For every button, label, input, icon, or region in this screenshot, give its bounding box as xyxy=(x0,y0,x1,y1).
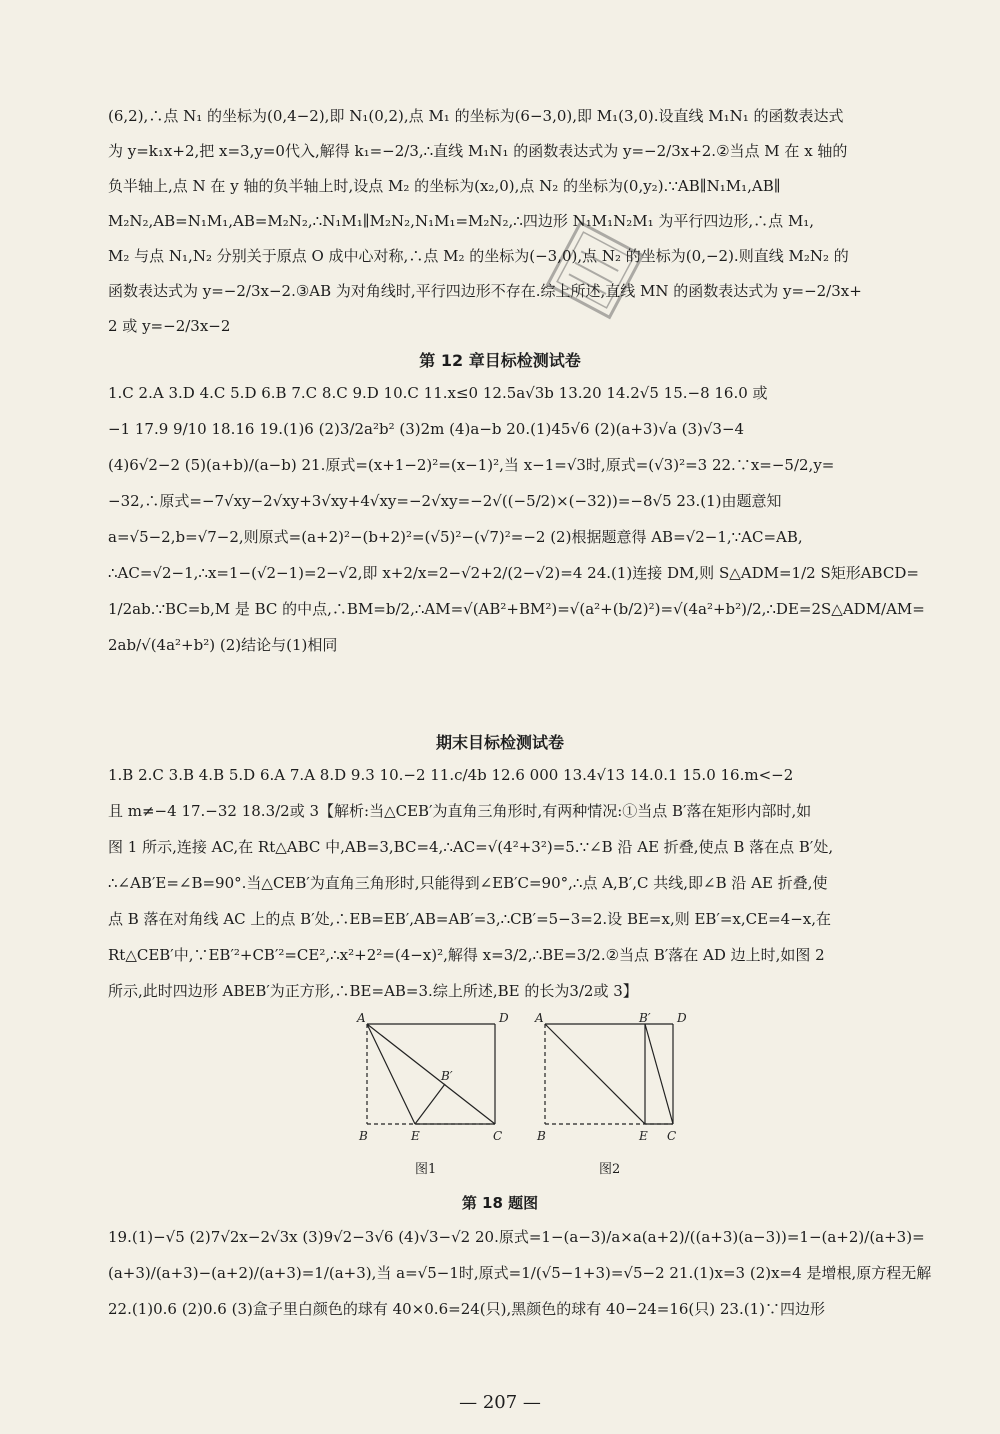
section-title: 期末目标检测试卷 xyxy=(435,733,564,752)
figure-title: 第 18 题图 xyxy=(461,1194,539,1212)
label-Bp: B′ xyxy=(441,1069,453,1083)
label-D: D xyxy=(677,1012,687,1025)
label-A: A xyxy=(357,1012,366,1025)
section-3-answers xyxy=(108,1224,940,1323)
text-line: 2 或 y=−2/3x−2 xyxy=(108,317,231,335)
section-1-answers xyxy=(108,380,940,659)
fig1-segment-EBp xyxy=(415,1084,445,1124)
fig2-segment-BpC xyxy=(645,1024,673,1124)
label-C: C xyxy=(667,1129,677,1143)
label-E: E xyxy=(639,1129,648,1143)
fig2-fold-AE xyxy=(545,1024,645,1124)
intro-paragraph xyxy=(108,103,940,340)
text-line: 19.(1)−√5 (2)7√2x−2√3x (3)9√2−3√6 (4)√3−√2 20.原式=1−(a−3)/a×a(a+2)/((a+3)(a−3))=1−(a+2)/(a+3)= xyxy=(108,1228,925,1246)
text-line: (4)6√2−2 (5)(a+b)/(a−b) 21.原式=(x+1−2)²=(x−1)²,当 x−1=√3时,原式=(√3)²=3 22.∵x=−5/2,y= xyxy=(108,456,835,474)
section-2-answers xyxy=(108,762,940,1005)
text-line: 图 1 所示,连接 AC,在 Rt△ABC 中,AB=3,BC=4,∴AC=√(4²+3²)=5.∵∠B 沿 AE 折叠,使点 B 落在点 B′处, xyxy=(108,838,834,856)
label-C: C xyxy=(493,1129,503,1143)
fig1-diagonal-AC xyxy=(367,1024,495,1124)
text-line: 负半轴上,点 N 在 y 轴的负半轴上时,设点 M₂ 的坐标为(x₂,0),点 N₂ 的坐标为(0,y₂).∵AB∥N₁M₁,AB∥ xyxy=(108,177,781,195)
page-number: — 207 — xyxy=(459,1392,541,1413)
text-line: 22.(1)0.6 (2)0.6 (3)盒子里白颜色的球有 40×0.6=24(只),黑颜色的球有 40−24=16(只) 23.(1)∵四边形 xyxy=(108,1300,825,1318)
label-B: B xyxy=(537,1129,546,1143)
figure-18 xyxy=(355,1012,695,1182)
text-line: ∴∠AB′E=∠B=90°.当△CEB′为直角三角形时,只能得到∠EB′C=90°,∴点 A,B′,C 共线,即∠B 沿 AE 折叠,使 xyxy=(108,874,828,892)
figure-diagram xyxy=(355,1012,695,1182)
section-title: 第 12 章目标检测试卷 xyxy=(419,351,581,370)
text-line: 1.C 2.A 3.D 4.C 5.D 6.B 7.C 8.C 9.D 10.C 11.x≤0 12.5a√3b 13.20 14.2√5 15.−8 16.0 或 xyxy=(108,384,768,402)
label-E: E xyxy=(411,1129,420,1143)
text-line: 为 y=k₁x+2,把 x=3,y=0代入,解得 k₁=−2/3,∴直线 M₁N₁ 的函数表达式为 y=−2/3x+2.②当点 M 在 x 轴的 xyxy=(108,142,848,160)
figure-1-caption: 图1 xyxy=(415,1162,437,1177)
text-line: 点 B 落在对角线 AC 上的点 B′处,∴EB=EB′,AB=AB′=3,∴CB′=5−3=2.设 BE=x,则 EB′=x,CE=4−x,在 xyxy=(108,910,831,928)
label-A: A xyxy=(535,1012,544,1025)
label-Bp: B′ xyxy=(639,1012,651,1025)
text-line: 1/2ab.∵BC=b,M 是 BC 的中点,∴BM=b/2,∴AM=√(AB²+BM²)=√(a²+(b/2)²)=√(4a²+b²)/2,∴DE=2S△ADM/AM= xyxy=(108,600,925,618)
text-line: 所示,此时四边形 ABEB′为正方形,∴BE=AB=3.综上所述,BE 的长为3/2或 3】 xyxy=(108,982,638,1000)
text-line: Rt△CEB′中,∵EB′²+CB′²=CE²,∴x²+2²=(4−x)²,解得 x=3/2,∴BE=3/2.②当点 B′落在 AD 边上时,如图 2 xyxy=(108,946,825,964)
text-line: ∴AC=√2−1,∴x=1−(√2−1)=2−√2,即 x+2/x=2−√2+2/(2−√2)=4 24.(1)连接 DM,则 S△ADM=1/2 S矩形ABCD= xyxy=(108,564,919,582)
fig1-fold-AE xyxy=(367,1024,415,1124)
text-line: a=√5−2,b=√7−2,则原式=(a+2)²−(b+2)²=(√5)²−(√7)²=−2 (2)根据题意得 AB=√2−1,∵AC=AB, xyxy=(108,528,803,546)
text-line: M₂N₂,AB=N₁M₁,AB=M₂N₂,∴N₁M₁∥M₂N₂,N₁M₁=M₂N₂,∴四边形 N₁M₁N₂M₁ 为平行四边形,∴点 M₁, xyxy=(108,212,815,230)
text-line: 且 m≠−4 17.−32 18.3/2或 3【解析:当△CEB′为直角三角形时,有两种情况:①当点 B′落在矩形内部时,如 xyxy=(108,802,812,820)
figure-2-caption: 图2 xyxy=(599,1162,621,1177)
text-line: 2ab/√(4a²+b²) (2)结论与(1)相同 xyxy=(108,636,338,654)
text-line: (6,2),∴点 N₁ 的坐标为(0,4−2),即 N₁(0,2),点 M₁ 的坐标为(6−3,0),即 M₁(3,0).设直线 M₁N₁ 的函数表达式 xyxy=(108,107,844,125)
text-line: 函数表达式为 y=−2/3x−2.③AB 为对角线时,平行四边形不存在.综上所述,直线 MN 的函数表达式为 y=−2/3x+ xyxy=(108,282,862,300)
text-line: (a+3)/(a+3)−(a+2)/(a+3)=1/(a+3),当 a=√5−1时,原式=1/(√5−1+3)=√5−2 21.(1)x=3 (2)x=4 是增根,原方程无解 xyxy=(108,1264,932,1282)
text-line: M₂ 与点 N₁,N₂ 分别关于原点 O 成中心对称,∴点 M₂ 的坐标为(−3,0),点 N₂ 的坐标为(0,−2).则直线 M₂N₂ 的 xyxy=(108,247,849,265)
text-line: 1.B 2.C 3.B 4.B 5.D 6.A 7.A 8.D 9.3 10.−2 11.c/4b 12.6 000 13.4√13 14.0.1 15.0 16.m<−2 xyxy=(108,766,794,784)
text-line: −1 17.9 9/10 18.16 19.(1)6 (2)3/2a²b² (3)2m (4)a−b 20.(1)45√6 (2)(a+3)√a (3)√3−4 xyxy=(108,420,745,438)
label-B: B xyxy=(359,1129,368,1143)
label-D: D xyxy=(499,1012,509,1025)
text-line: −32,∴原式=−7√xy−2√xy+3√xy+4√xy=−2√xy=−2√((−5/2)×(−32))=−8√5 23.(1)由题意知 xyxy=(108,492,782,510)
